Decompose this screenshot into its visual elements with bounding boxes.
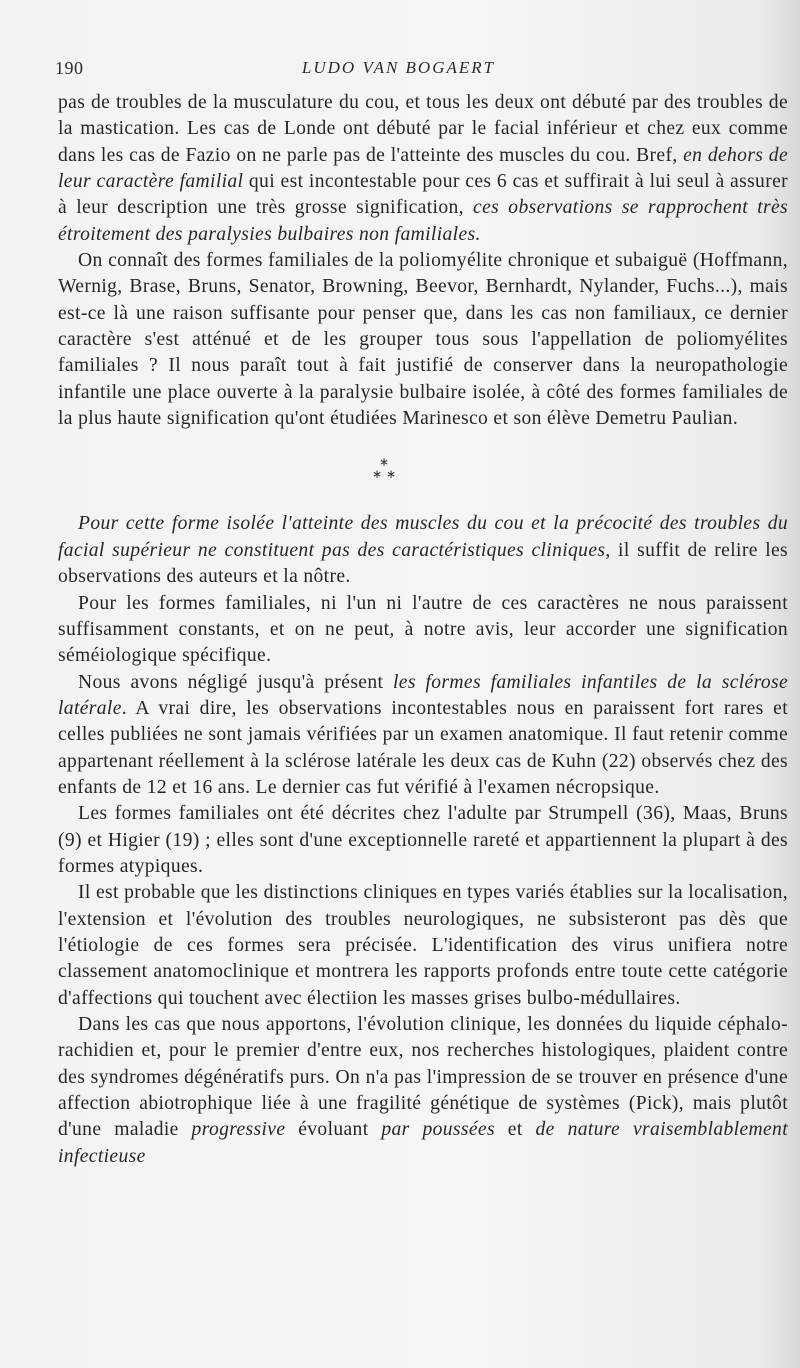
paragraph <box>58 90 788 248</box>
text-run: On connaît des formes familiales de la poliomyélite chronique et subaiguë (Hoffmann, Wernig, Brase, Bruns, Senator, Browning, Beevor, Bernhardt, Nylander, Fuchs...), mais est-ce là une raison suffisante pour penser que, dans les cas non familiaux, ce dernier caractère s'est atténué et de les grouper tous sous l'appellation de poliomyélites familiales ? Il nous paraît tout à fait justifié de conserver dans la neuropathologie infantile une place ouverte à la paralysie bulbaire isolée, à côté des formes familiales de la plus haute signification qu'ont étudiées Marinesco et son élève Demetru Paulian. <box>58 250 788 430</box>
section-separator <box>58 432 788 511</box>
paragraph <box>58 880 788 1012</box>
asterism-star: ∗ <box>386 467 397 482</box>
italic-text: Pour cette forme isolée l'atteinte des muscles du cou et la précocité des troubles du facial supérieur ne constituent pas des caractéristiques cliniques <box>58 513 788 561</box>
paragraph <box>58 670 788 802</box>
text-run: évoluant <box>285 1119 382 1141</box>
paragraph <box>58 1012 788 1170</box>
body-text <box>58 90 788 1170</box>
page-number: 190 <box>55 58 84 78</box>
text-run: Les formes familiales ont été décrites chez l'adulte par Strumpell (36), Maas, Bruns (9) et Higier (19) ; elles sont d'une exceptionnelle rareté et appartiennent la plupart à des formes atypiques. <box>58 803 788 877</box>
text-run: Dans les cas que nous apportons, l'évolution clinique, les données du liquide céphalo-rachidien et, pour le premier d'entre eux, nos recherches histologiques, plaident contre des syndromes dégénératifs purs. On n'a pas l'impression de se trouver en présence d'une affection abiotrophique liée à une fragilité génétique de systèmes (Pick), mais plutôt d'une maladie <box>58 1014 788 1141</box>
asterism-star: ∗ <box>379 455 390 470</box>
page-header <box>55 58 742 82</box>
text-run: et <box>494 1119 536 1141</box>
italic-text: les formes familiales infantiles de la sclérose latérale <box>58 671 789 719</box>
paragraph <box>58 511 788 590</box>
running-head: LUDO VAN BOGAERT <box>301 58 496 77</box>
text-run: Pour les formes familiales, ni l'un ni l'autre de ces caractères ne nous paraissent suffisamment constants, et on ne peut, à notre avis, leur accorder une signification séméiologique spécifique. <box>58 592 788 667</box>
italic-text: de nature vraisemblablement infectieuse <box>58 1119 788 1167</box>
paragraph <box>58 591 788 670</box>
paragraph <box>58 801 788 880</box>
text-run: , il suffit de relire les observations des auteurs et la nôtre. <box>58 539 789 588</box>
italic-text: en dehors de leur caractère familial <box>58 144 788 193</box>
text-run: qui est incontestable pour ces 6 cas et suffirait à lui seul à assurer à leur description une très grosse signification, <box>58 171 789 219</box>
text-run: pas de troubles de la musculature du cou, et tous les deux ont débuté par des troubles de la mastication. Les cas de Londe ont débuté par le facial inférieur et chez eux comme dans les cas de Fazio on ne parle pas de l'atteinte des muscles du cou. Bref, <box>58 92 788 166</box>
italic-text: progressive <box>191 1119 286 1141</box>
paragraph <box>58 248 788 432</box>
italic-text: ces observations se rapprochent très étroitement des paralysies bulbaires non familiales. <box>58 197 788 245</box>
asterism-star: ∗ <box>372 467 383 482</box>
italic-text: par poussées <box>381 1119 495 1141</box>
text-run: . A vrai dire, les observations incontestables nous en paraissent fort rares et celles publiées ne sont jamais vérifiées par un examen anatomique. Il faut retenir comme appartenant réellement à la sclérose latérale les deux cas de Kuhn (22) observés chez des enfants de 12 et 16 ans. Le dernier cas fut vérifié à l'examen nécropsique. <box>58 697 788 798</box>
text-run: Il est probable que les distinctions cliniques en types variés établies sur la localisation, l'extension et l'évolution des troubles neurologiques, ne subsisteront pas dès que l'étiologie de ces formes sera précisée. L'identification des virus unifiera notre classement anatomoclinique et montrera les rapports profonds entre toute cette catégorie d'affections qui touchent avec électiion les masses grises bulbo-médullaires. <box>58 882 788 1009</box>
text-run: Nous avons négligé jusqu'à présent <box>78 671 393 693</box>
